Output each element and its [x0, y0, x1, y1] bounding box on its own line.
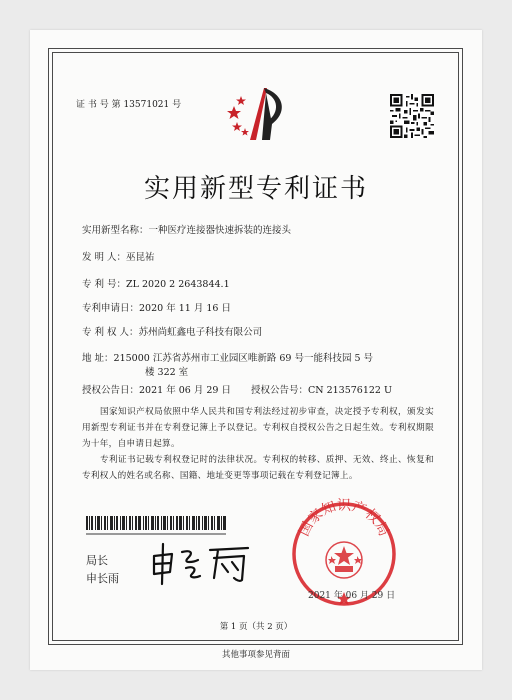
- cnipa-logo-icon: [226, 84, 294, 144]
- field-address-line2: 楼 322 室: [145, 367, 189, 378]
- field-value: 巫昆祐: [126, 252, 155, 263]
- field-grant-date: [82, 382, 392, 396]
- field-label: 专 利 号：: [82, 279, 127, 290]
- field-utility-model-name: [82, 222, 291, 236]
- field-label: 专利申请日：: [82, 303, 140, 314]
- field-value: ZL 2020 2 2643844.1: [126, 279, 230, 290]
- field-label: 专 利 权 人：: [82, 327, 139, 338]
- field-patent-number: [82, 276, 230, 290]
- field-label: 地 址：: [82, 353, 114, 364]
- field-label: 实用新型名称：: [82, 225, 149, 236]
- certificate-number: 证 书 号 第 13571021 号: [76, 100, 182, 110]
- seal-text: 国家知识产权局: [296, 498, 392, 539]
- director-name: 申长雨: [86, 572, 119, 585]
- barcode-caption-icon: [86, 532, 226, 536]
- director-signature-icon: [148, 538, 258, 588]
- seal-date: 2021 年 06 月 29 日: [308, 591, 396, 601]
- field-value: 2021 年 06 月 29 日: [139, 385, 231, 396]
- field-application-date: [82, 300, 231, 314]
- body-paragraph-2: 专利证书记载专利权登记时的法律状况。专利权的转移、质押、无效、终止、恢复和专利权人的姓名或名称、国籍、地址变更等事项记载在专利登记簿上。: [82, 455, 434, 481]
- certificate-title: 实用新型专利证书: [143, 174, 368, 204]
- body-paragraph-1: 国家知识产权局依照中华人民共和国专利法经过初步审查，决定授予专利权，颁发实用新型专利证书并在专利登记簿上予以登记。专利权自授权公告之日起生效。专利权期限为十年，自申请日起算。: [82, 407, 434, 449]
- field-value: 一种医疗连接器快速拆装的连接头: [148, 225, 292, 236]
- director-title: 局长: [86, 554, 108, 567]
- barcode-icon: [86, 516, 226, 530]
- field-value: 苏州尚虹鑫电子科技有限公司: [138, 327, 263, 338]
- qr-code-icon: [390, 94, 434, 138]
- field-label: 发 明 人：: [82, 252, 127, 263]
- field-patentee: [82, 324, 262, 338]
- field-label: 授权公告日：: [82, 385, 140, 396]
- page-number: 第 1 页（共 2 页）: [219, 622, 293, 632]
- field-inventor: [82, 249, 155, 263]
- field-value: 215000 江苏省苏州市工业园区唯新路 69 号一能科技园 5 号: [113, 353, 374, 364]
- announcement-number: 授权公告号：CN 213576122 U: [250, 385, 392, 396]
- svg-text:国家知识产权局: [296, 498, 392, 539]
- field-address: [82, 350, 373, 364]
- field-value: 2020 年 11 月 16 日: [139, 303, 231, 314]
- footnote: 其他事项参见背面: [221, 650, 290, 660]
